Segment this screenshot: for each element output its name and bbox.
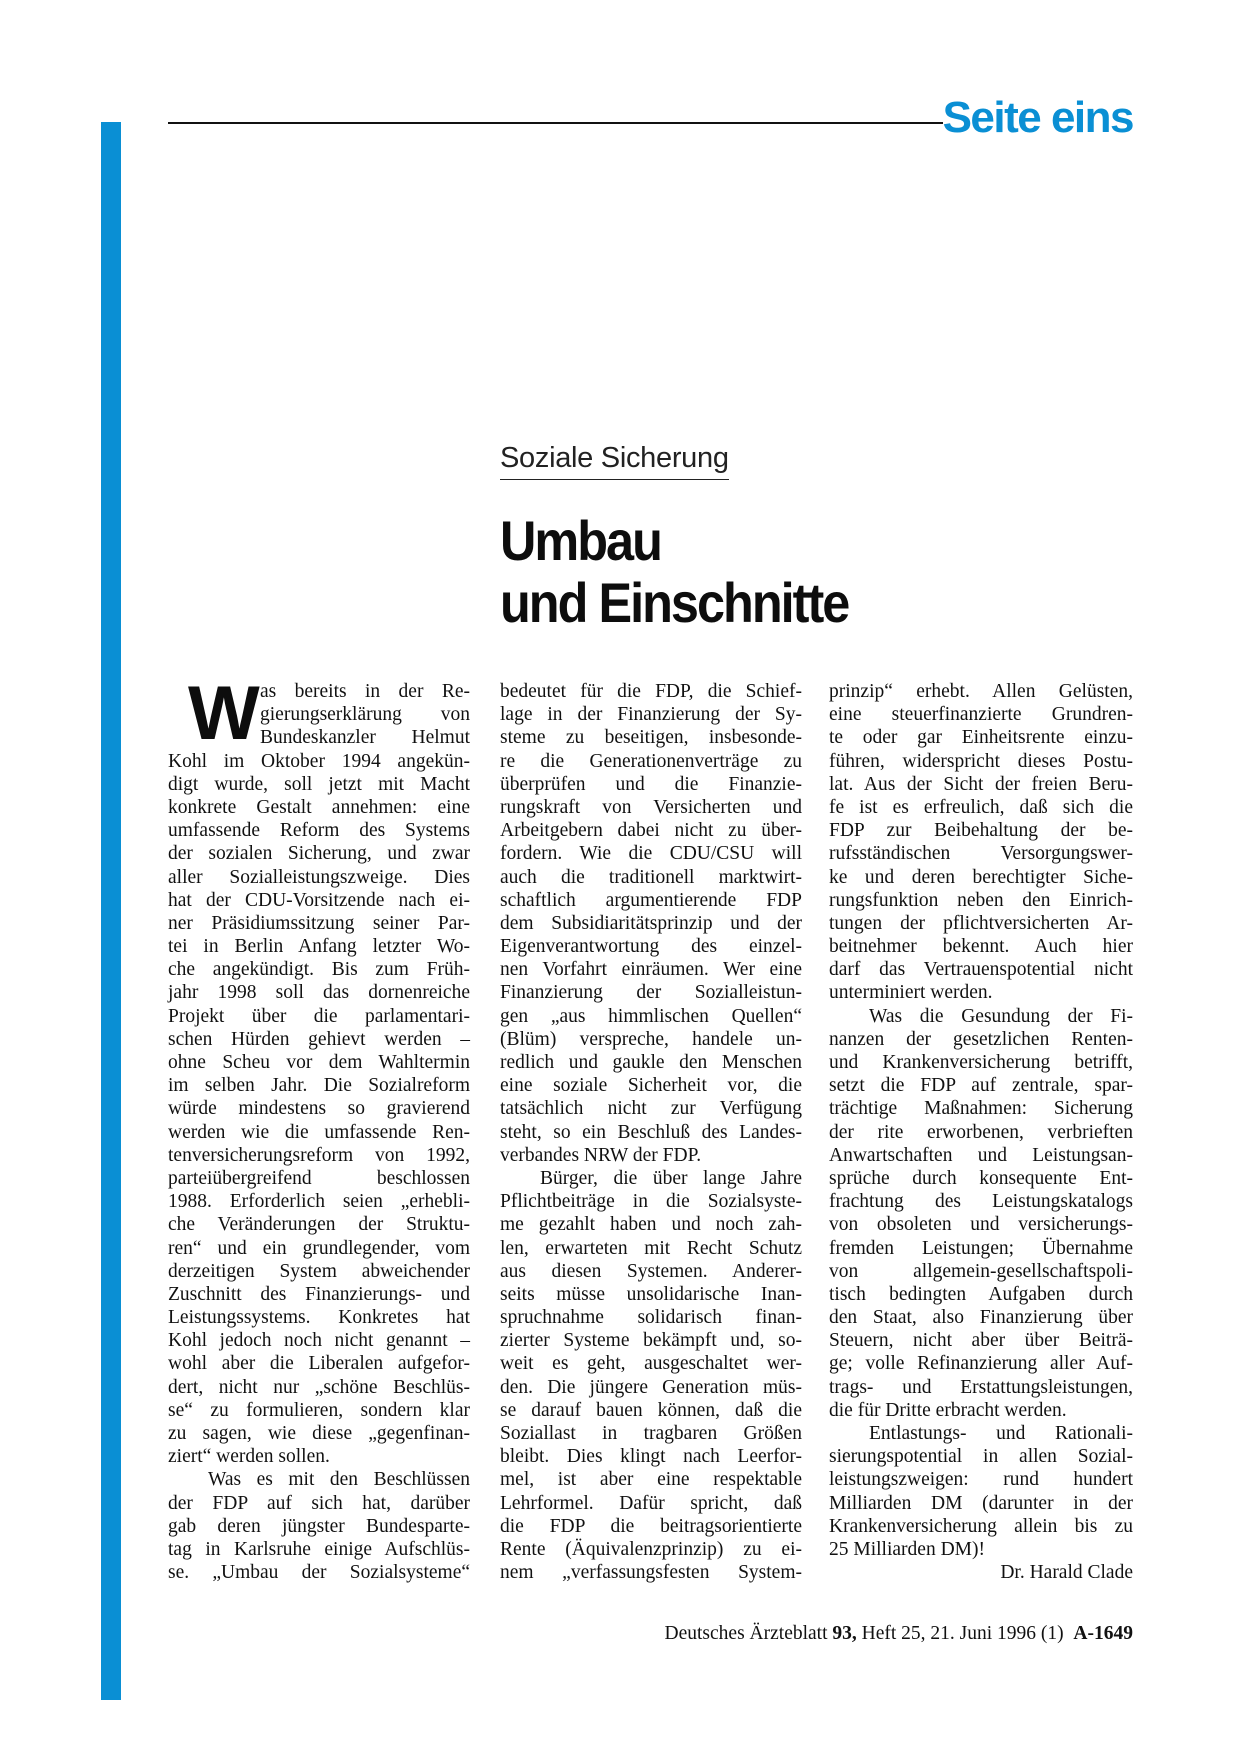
text-line: tag in Karlsruhe einige Aufschlüs- (168, 1538, 470, 1560)
text-line: se darauf bauen können, daß die (500, 1399, 802, 1421)
text-line: prinzip“ erhebt. Allen Gelüsten, (829, 681, 1133, 702)
text-line: re die Generationenverträge zu (500, 750, 802, 772)
article-headline (500, 510, 887, 634)
issue-info: Heft 25, 21. Juni 1996 (1) (861, 1623, 1064, 1644)
text-line: nem „verfassungsfesten System- (500, 1562, 802, 1584)
text-line: che angekündigt. Bis zum Früh- (168, 959, 470, 981)
text-line: ohne Scheu vor dem Wahltermin (168, 1052, 470, 1073)
text-line: Kohl jedoch noch nicht genannt – (168, 1330, 470, 1352)
text-line: tungen der pflichtversicherten Ar- (829, 912, 1133, 934)
text-line: Was es mit den Beschlüssen (208, 1469, 470, 1491)
text-line: gab deren jüngster Bundesparte- (168, 1515, 470, 1537)
text-line: der FDP auf sich hat, darüber (168, 1492, 470, 1514)
journal-name: Deutsches Ärzteblatt (664, 1623, 828, 1644)
text-line: nen Vorfahrt einräumen. Wer eine (500, 959, 802, 981)
text-line: seits müsse unsolidarische Inan- (500, 1283, 802, 1305)
headline-line: Umbau (500, 509, 661, 572)
text-line: se“ zu formulieren, sondern klar (168, 1399, 470, 1421)
text-line: trächtige Maßnahmen: Sicherung (829, 1098, 1133, 1120)
text-line: unterminiert werden. (829, 982, 993, 1004)
text-line: tatsächlich nicht zur Verfügung (500, 1098, 802, 1120)
text-line: tei in Berlin Anfang letzter Wo- (168, 936, 470, 958)
text-line: bedeutet für die FDP, die Schief- (500, 681, 802, 702)
page-number: A-1649 (1073, 1623, 1133, 1644)
text-line: Soziallast in tragbaren Größen (500, 1423, 802, 1444)
text-line: nanzen der gesetzlichen Renten- (829, 1028, 1133, 1050)
text-line: führen, widerspricht dieses Postu- (829, 750, 1133, 772)
text-line: Entlastungs- und Rationali- (869, 1423, 1133, 1444)
text-line: 25 Milliarden DM)! (829, 1538, 985, 1560)
text-line: me gezahlt haben und noch zah- (500, 1214, 802, 1236)
text-line: der sozialen Sicherung, und zwar (168, 843, 470, 865)
text-line: Was die Gesundung der Fi- (869, 1005, 1133, 1027)
text-line: fordern. Wie die CDU/CSU will (500, 843, 802, 865)
text-line: steme zu beseitigen, insbesonde- (500, 727, 802, 749)
text-line: und Krankenversicherung betrifft, (829, 1052, 1133, 1073)
text-line: im selben Jahr. Die Sozialreform (168, 1075, 470, 1097)
text-line: ner Präsidiumssitzung seiner Par- (168, 912, 470, 934)
text-line: steht, so ein Beschluß des Landes- (500, 1121, 802, 1143)
text-line: umfassende Reform des Systems (168, 820, 470, 842)
text-line: zierter Systeme bekämpft und, so- (500, 1330, 802, 1352)
text-line: wohl aber die Liberalen aufgefor- (168, 1353, 470, 1375)
text-line: schaftlich argumentierende FDP (500, 889, 802, 911)
text-line: ziert“ werden sollen. (168, 1446, 330, 1468)
text-line: bleibt. Dies klingt nach Leerfor- (500, 1446, 802, 1468)
text-line: fe ist es erfreulich, daß sich die (829, 796, 1133, 818)
text-line: dem Subsidiaritätsprinzip und der (500, 912, 802, 934)
section-label: Seite eins (942, 93, 1133, 142)
text-line: ren“ und ein grundlegender, vom (168, 1237, 470, 1259)
header-rule (168, 122, 943, 124)
text-line: tenversicherungsreform von 1992, (168, 1144, 470, 1166)
text-line: rungskraft von Versicherten und (500, 796, 802, 818)
text-line: Pflichtbeiträge in die Sozialsyste- (500, 1191, 802, 1213)
text-line: derzeitigen System abweichender (168, 1260, 470, 1282)
text-line: rungsfunktion neben den Einrich- (829, 889, 1133, 911)
text-line: 1988. Erforderlich seien „erhebli- (168, 1191, 470, 1213)
text-line: parteiübergreifend beschlossen (168, 1167, 470, 1189)
text-line: gierungserklärung von (260, 704, 470, 726)
text-line: trags- und Erstattungsleistungen, (829, 1376, 1133, 1398)
text-line: ge; volle Refinanzierung aller Auf- (829, 1353, 1133, 1375)
volume-number: 93, (832, 1623, 857, 1644)
text-line: gen „aus himmlischen Quellen“ (500, 1005, 802, 1027)
text-line: hat der CDU-Vorsitzende nach ei- (168, 889, 470, 911)
text-line: mel, ist aber eine respektable (500, 1469, 802, 1491)
text-line: schen Hürden gehievt werden – (168, 1028, 470, 1050)
text-line: auch die traditionell marktwirt- (500, 866, 802, 888)
text-line: Krankenversicherung allein bis zu (829, 1515, 1133, 1537)
text-column-3 (829, 680, 1133, 1584)
text-line: konkrete Gestalt annehmen: eine (168, 796, 470, 818)
text-line: rufsständischen Versorgungswer- (829, 843, 1133, 865)
text-line: Rente (Äquivalenzprinzip) zu ei- (500, 1538, 802, 1560)
text-line: te oder gar Einheitsrente einzu- (829, 727, 1133, 749)
text-line: Projekt über die parlamentari- (168, 1005, 470, 1027)
text-line: len, erwarteten mit Recht Schutz (500, 1237, 802, 1259)
text-line: leistungszweigen: rund hundert (829, 1469, 1133, 1491)
text-line: werden wie die umfassende Ren- (168, 1121, 470, 1143)
text-line: eine soziale Sicherheit vor, die (500, 1075, 802, 1097)
text-line: frachtung des Leistungskatalogs (829, 1191, 1133, 1213)
text-line: darf das Vertrauenspotential nicht (829, 959, 1133, 981)
text-line: aus diesen Systemen. Anderer- (500, 1260, 802, 1282)
text-line: ke und deren berechtigter Siche- (829, 866, 1133, 888)
text-line: beitnehmer bekennt. Auch hier (829, 936, 1133, 958)
text-line: Arbeitgebern dabei nicht zu über- (500, 820, 802, 842)
text-line: redlich und gaukle den Menschen (500, 1052, 802, 1073)
text-line: jahr 1998 soll das dornenreiche (168, 982, 470, 1004)
text-line: zu sagen, wie diese „gegenfinan- (168, 1423, 470, 1444)
text-line: würde mindestens so gravierend (168, 1098, 470, 1120)
text-line: lat. Aus der Sicht der freien Beru- (829, 773, 1133, 795)
text-line: se. „Umbau der Sozialsysteme“ (168, 1562, 470, 1584)
text-line: sierungspotential in allen Sozial- (829, 1446, 1133, 1468)
text-line: den Staat, also Finanzierung über (829, 1307, 1133, 1329)
left-accent-bar (101, 122, 121, 1700)
text-line: den. Die jüngere Generation müs- (500, 1376, 802, 1398)
text-line: weit es geht, ausgeschaltet wer- (500, 1353, 802, 1375)
text-line: lage in der Finanzierung der Sy- (500, 704, 802, 726)
author-line: Dr. Harald Clade (1000, 1562, 1133, 1584)
text-line: aller Sozialleistungszweige. Dies (168, 866, 470, 888)
article-kicker: Soziale Sicherung (500, 442, 729, 480)
text-line: Milliarden DM (darunter in der (829, 1492, 1133, 1514)
text-line: Bürger, die über lange Jahre (540, 1167, 802, 1189)
text-line: verbandes NRW der FDP. (500, 1144, 702, 1166)
text-line: dert, nicht nur „schöne Beschlüs- (168, 1376, 470, 1398)
text-line: as bereits in der Re- (260, 681, 470, 702)
text-line: Finanzierung der Sozialleistun- (500, 982, 802, 1004)
text-line: setzt die FDP auf zentrale, spar- (829, 1075, 1133, 1097)
text-line: Lehrformel. Dafür spricht, daß (500, 1492, 802, 1514)
page-footer (665, 1623, 1133, 1645)
text-line: Kohl im Oktober 1994 angekün- (168, 750, 470, 772)
text-line: von obsoleten und versicherungs- (829, 1214, 1133, 1236)
text-line: spruchnahme solidarisch finan- (500, 1307, 802, 1329)
text-line: Zuschnitt des Finanzierungs- und (168, 1283, 470, 1305)
text-line: Bundeskanzler Helmut (260, 727, 470, 749)
text-line: digt wurde, soll jetzt mit Macht (168, 773, 470, 795)
text-line: die FDP die beitragsorientierte (500, 1515, 802, 1537)
headline-line: und Einschnitte (500, 571, 849, 634)
text-line: fremden Leistungen; Übernahme (829, 1237, 1133, 1259)
text-line: FDP zur Beibehaltung der be- (829, 820, 1133, 842)
text-line: eine steuerfinanzierte Grundren- (829, 704, 1133, 726)
text-line: Eigenverantwortung des einzel- (500, 936, 802, 958)
text-line: der rite erworbenen, verbrieften (829, 1121, 1133, 1143)
text-column-1 (168, 671, 470, 1584)
text-line: Anwartschaften und Leistungsan- (829, 1144, 1133, 1166)
text-column-2 (500, 680, 802, 1584)
text-line: Leistungssystems. Konkretes hat (168, 1307, 470, 1329)
text-line: tisch bedingten Aufgaben durch (829, 1283, 1133, 1305)
text-line: Steuern, nicht aber über Beiträ- (829, 1330, 1133, 1352)
text-line: sprüche durch konsequente Ent- (829, 1167, 1133, 1189)
text-line: von allgemein-gesellschaftspoli- (829, 1260, 1133, 1282)
text-line: (Blüm) verspreche, handele un- (500, 1028, 802, 1050)
drop-cap: W (188, 671, 260, 756)
text-line: die für Dritte erbracht werden. (829, 1399, 1067, 1421)
text-line: che Veränderungen der Struktu- (168, 1214, 470, 1236)
text-line: überprüfen und die Finanzie- (500, 773, 802, 795)
